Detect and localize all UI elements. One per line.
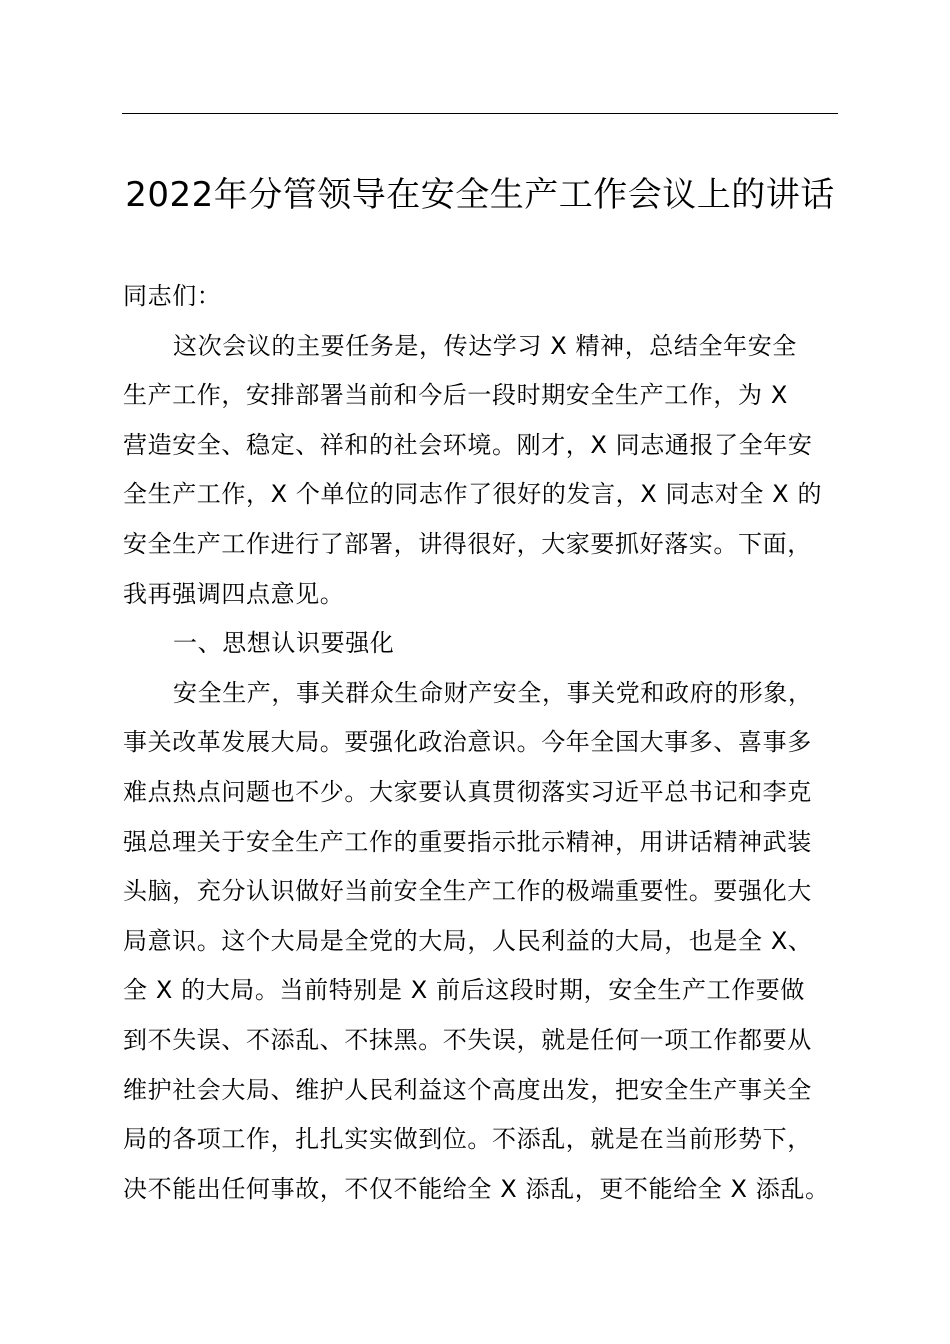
body-line: 安全生产，事关群众生命财产安全，事关党和政府的形象， xyxy=(173,678,813,707)
body-line: 事关改革发展大局。要强化政治意识。今年全国大事多、喜事多 xyxy=(123,728,812,757)
body-line: 维护社会大局、维护人民利益这个高度出发，把安全生产事关全 xyxy=(123,1075,812,1104)
body-line: 强总理关于安全生产工作的重要指示批示精神，用讲话精神武装 xyxy=(123,827,812,856)
body-line: 同志们： xyxy=(123,282,222,310)
document-title: 2022年分管领导在安全生产工作会议上的讲话 xyxy=(125,175,835,215)
body-line: 决不能出任何事故，不仅不能给全 X 添乱，更不能给全 X 添乱。 xyxy=(123,1174,830,1203)
body-line: 营造安全、稳定、祥和的社会环境。刚才，X 同志通报了全年安 xyxy=(123,430,813,459)
body-line: 这次会议的主要任务是，传达学习 X 精神，总结全年安全 xyxy=(173,331,797,360)
body-line: 全 X 的大局。当前特别是 X 前后这段时期，安全生产工作要做 xyxy=(123,976,805,1005)
body-line: 安全生产工作进行了部署，讲得很好，大家要抓好落实。下面， xyxy=(123,529,812,558)
document-body xyxy=(123,272,843,1214)
section-heading: 一、思想认识要强化 xyxy=(173,629,395,658)
body-line: 全生产工作，X 个单位的同志作了很好的发言，X 同志对全 X 的 xyxy=(123,480,823,509)
header-rule xyxy=(122,113,838,114)
body-line: 到不失误、不添乱、不抹黑。不失误，就是任何一项工作都要从 xyxy=(123,1025,812,1054)
body-line: 头脑，充分认识做好当前安全生产工作的极端重要性。要强化大 xyxy=(123,877,812,906)
body-line: 生产工作，安排部署当前和今后一段时期安全生产工作，为 X xyxy=(123,381,788,410)
body-line: 我再强调四点意见。 xyxy=(123,579,345,608)
body-line: 局的各项工作，扎扎实实做到位。不添乱，就是在当前形势下， xyxy=(123,1125,812,1154)
body-line: 局意识。这个大局是全党的大局，人民利益的大局，也是全 X、 xyxy=(123,926,813,955)
body-line: 难点热点问题也不少。大家要认真贯彻落实习近平总书记和李克 xyxy=(123,777,812,806)
